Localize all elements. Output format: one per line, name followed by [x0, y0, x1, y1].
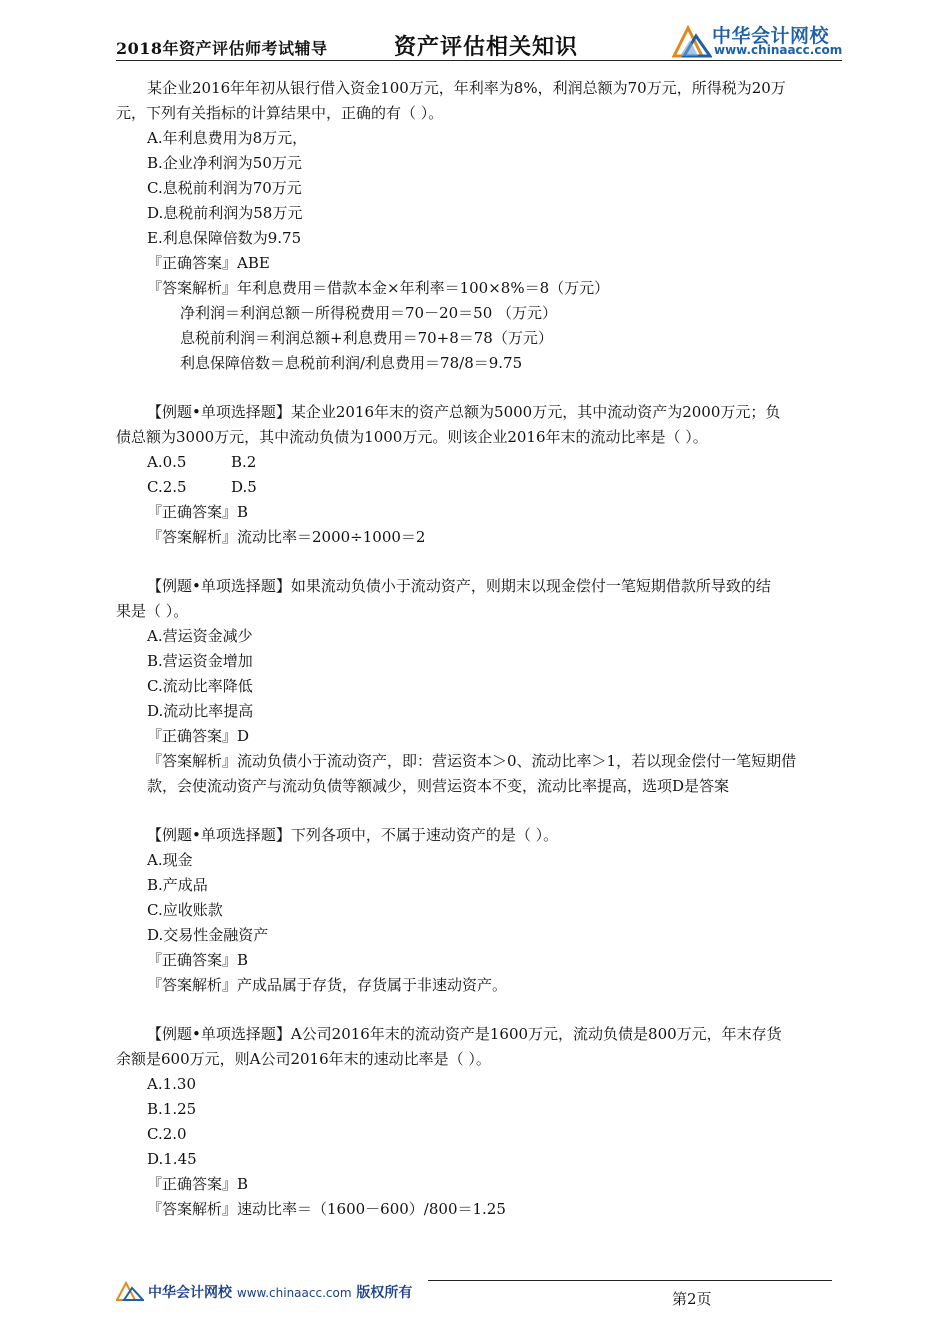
q2-options-row2	[116, 475, 838, 500]
q2-answer: 『正确答案』B	[147, 503, 249, 521]
q5-analysis: 『答案解析』速动比率＝（1600－600）/800＝1.25	[147, 1200, 506, 1218]
q3-analysis-line1: 『答案解析』流动负债小于流动资产，即：营运资本＞0、流动比率＞1，若以现金偿付一笔短期借	[147, 752, 797, 770]
q4-option-d: D.交易性金融资产	[147, 926, 269, 944]
q1-option-a: A.年利息费用为8万元，	[147, 129, 308, 147]
q2-option-d: D.5	[231, 478, 257, 496]
footer-rule	[428, 1280, 832, 1281]
q3-option-b: B.营运资金增加	[147, 652, 253, 670]
q1-option-e: E.利息保障倍数为9.75	[147, 229, 302, 247]
logo-url: www.chinaacc.com	[714, 43, 843, 57]
q1-stem-line2: 元，下列有关指标的计算结果中，正确的有（ ）。	[116, 104, 444, 122]
q4-analysis: 『答案解析』产成品属于存货，存货属于非速动资产。	[147, 976, 508, 994]
document-body	[116, 76, 838, 1222]
q4-option-b: B.产成品	[147, 876, 208, 894]
q1-analysis-line3: 息税前利润＝利润总额+利息费用＝70+8＝78（万元）	[180, 329, 553, 347]
q1-option-c: C.息税前利润为70万元	[147, 179, 302, 197]
q3-option-c: C.流动比率降低	[147, 677, 253, 695]
q5-option-c: C.2.0	[147, 1125, 187, 1143]
footer-logo-icon	[116, 1279, 144, 1301]
header-left-title: 2018年资产评估师考试辅导	[116, 39, 328, 58]
q3-answer: 『正确答案』D	[147, 727, 250, 745]
q1-answer: 『正确答案』ABE	[147, 254, 270, 272]
q3-analysis-line2: 款，会使流动资产与流动负债等额减少，则营运资本不变，流动比率提高，选项D是答案	[147, 777, 730, 795]
q4-option-a: A.现金	[147, 851, 193, 869]
q3-option-a: A.营运资金减少	[147, 627, 253, 645]
q1-stem-line1: 某企业2016年年初从银行借入资金100万元，年利率为8%，利润总额为70万元，所得税为20万	[147, 79, 786, 97]
q1-analysis-line2: 净利润＝利润总额－所得税费用＝70－20＝50 （万元）	[180, 304, 558, 322]
logo-name: 中华会计网校	[712, 25, 830, 47]
q2-stem-line2: 债总额为3000万元，其中流动负债为1000万元。则该企业2016年末的流动比率是（ ）。	[116, 428, 708, 446]
q1-option-b: B.企业净利润为50万元	[147, 154, 302, 172]
q2-options-row1	[116, 450, 838, 475]
q1-option-d: D.息税前利润为58万元	[147, 204, 303, 222]
page-number: 第2页	[672, 1290, 712, 1308]
q2-option-b: B.2	[231, 453, 257, 471]
q3-stem-line1: 【例题•单项选择题】如果流动负债小于流动资产，则期末以现金偿付一笔短期借款所导致的结	[147, 577, 771, 595]
page-footer	[116, 1276, 842, 1316]
q2-option-a: A.0.5	[147, 453, 187, 471]
q5-option-d: D.1.45	[147, 1150, 197, 1168]
brand-logo	[672, 20, 842, 58]
header-center-title: 资产评估相关知识	[394, 34, 579, 60]
footer-url[interactable]: www.chinaacc.com	[236, 1286, 352, 1300]
q5-stem-line2: 余额是600万元，则A公司2016年末的速动比率是（ ）。	[116, 1050, 491, 1068]
footer-rights: 版权所有	[356, 1285, 413, 1301]
mountain-logo-icon	[672, 22, 712, 58]
q4-stem: 【例题•单项选择题】下列各项中，不属于速动资产的是（ ）。	[147, 826, 559, 844]
q1-analysis-line4: 利息保障倍数＝息税前利润/利息费用＝78/8＝9.75	[180, 354, 523, 372]
q5-option-b: B.1.25	[147, 1100, 197, 1118]
q2-analysis: 『答案解析』流动比率＝2000÷1000＝2	[147, 528, 426, 546]
q2-option-c: C.2.5	[147, 478, 187, 496]
q5-option-a: A.1.30	[147, 1075, 196, 1093]
q3-option-d: D.流动比率提高	[147, 702, 254, 720]
q3-stem-line2: 果是（ ）。	[116, 602, 189, 620]
q2-stem-line1: 【例题•单项选择题】某企业2016年末的资产总额为5000万元，其中流动资产为2000万元；负	[147, 403, 781, 421]
footer-brand: 中华会计网校	[148, 1285, 232, 1301]
page-header	[116, 20, 842, 62]
q5-stem-line1: 【例题•单项选择题】A公司2016年末的流动资产是1600万元，流动负债是800万元，年末存货	[147, 1025, 782, 1043]
q5-answer: 『正确答案』B	[147, 1175, 249, 1193]
footer-copyright	[148, 1282, 412, 1302]
header-rule	[116, 60, 842, 61]
q1-analysis-line1: 『答案解析』年利息费用＝借款本金×年利率＝100×8%＝8（万元）	[147, 279, 610, 297]
q4-answer: 『正确答案』B	[147, 951, 249, 969]
q4-option-c: C.应收账款	[147, 901, 223, 919]
